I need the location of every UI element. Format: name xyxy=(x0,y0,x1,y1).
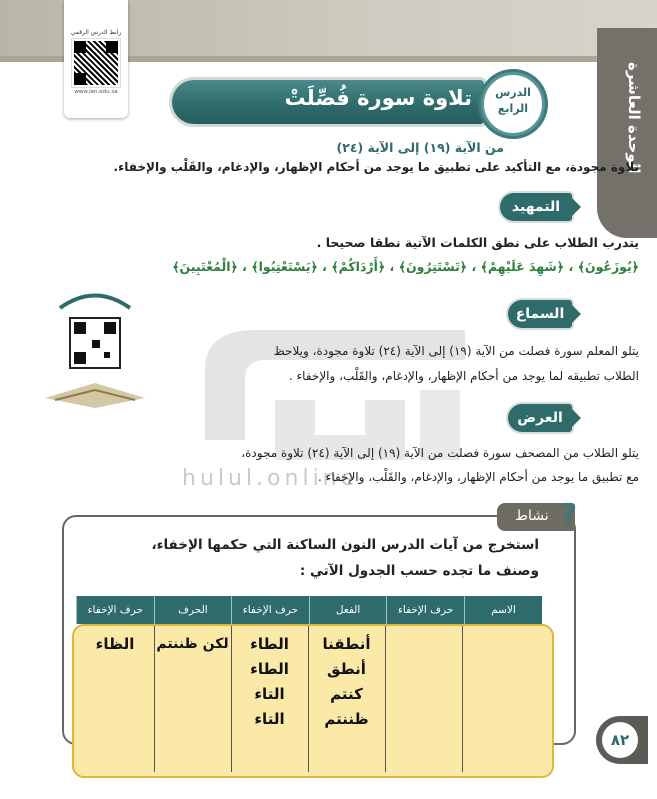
qr-url: www.ien.edu.sa xyxy=(74,89,118,95)
table-header-noun: الاسم xyxy=(464,596,542,624)
column-divider xyxy=(385,626,386,772)
list-item: أنطق xyxy=(327,660,366,678)
question-mark-icon: ? xyxy=(560,497,577,530)
lesson-title-bar xyxy=(172,80,484,124)
recitation-qr-decoration-icon[interactable] xyxy=(40,288,150,418)
lesson-objective: تلاوة مجودة، مع التأكيد على تطبيق ما يوجد من أحكام الإظهار، والإدغام، والقَلْب والإخفاء. xyxy=(113,160,639,174)
digital-lesson-qr-card[interactable] xyxy=(64,0,128,118)
section-heading-ard: العرض xyxy=(508,404,572,432)
activity-tag xyxy=(497,497,577,531)
lesson-badge-line1: الدرس xyxy=(495,86,531,99)
lesson-badge xyxy=(481,72,545,136)
list-item: التاء xyxy=(254,710,285,728)
activity-prompt-line1: استخرج من آيات الدرس النون الساكنة التي حكمها الإخفاء، xyxy=(151,537,539,553)
answer-particle: لكن ظننتم xyxy=(156,636,229,652)
answer-particle-letter: الظاء xyxy=(95,635,135,653)
page-number-tab xyxy=(596,716,648,764)
samaa-line1: يتلو المعلم سورة فصلت من الآية (١٩) إلى الآية (٢٤) تلاوة مجودة، ويلاحظ xyxy=(273,344,639,358)
ard-line2: مع تطبيق ما يوجد من أحكام الإظهار، والإدغام، والقَلْب، والإخفاء . xyxy=(318,470,639,484)
page-number: ٨٢ xyxy=(602,722,638,758)
table-header-verb: الفعل xyxy=(309,596,387,624)
activity-prompt-line2: وصنف ما تجده حسب الجدول الآتي : xyxy=(299,563,539,579)
column-divider xyxy=(462,626,463,772)
ard-line1: يتلو الطلاب من المصحف سورة فصلت من الآية (١٩) إلى الآية (٢٤) تلاوة مجودة، xyxy=(241,446,639,460)
list-item: أنطقنا xyxy=(322,635,371,653)
qr-code-icon[interactable] xyxy=(72,39,120,87)
pronunciation-words: ﴿يُوزَعُونَ﴾ ، ﴿شَهِدَ عَلَيْهِمْ﴾ ، ﴿تَسْتَتِرُونَ﴾ ، ﴿أَرْدَاكُمْ﴾ ، ﴿يَسْتَعْتِبُوا﴾ ، ﴿الْمُعْتَبِينَ﴾ xyxy=(172,259,639,274)
lesson-badge-line2: الرابع xyxy=(497,102,529,115)
tamheed-text: يتدرب الطلاب على نطق الكلمات الآتية نطقا صحيحا . xyxy=(316,235,639,250)
table-header-ikhfa-letter: حرف الإخفاء xyxy=(77,596,155,624)
table-header-ikhfa-letter: حرف الإخفاء xyxy=(387,596,465,624)
section-heading-samaa: السماع xyxy=(508,300,572,328)
list-item: التاء xyxy=(254,685,285,703)
activity-tag-label: نشاط xyxy=(515,508,549,524)
list-item: الطاء xyxy=(250,660,289,678)
verse-range: من الآية (١٩) إلى الآية (٢٤) xyxy=(336,140,504,155)
answer-verb-letters xyxy=(231,632,308,732)
hiding-letters-table xyxy=(76,596,542,624)
list-item: كنتم xyxy=(330,685,363,703)
unit-title: الوحدة العاشرة xyxy=(625,62,643,174)
list-item: الطاء xyxy=(250,635,289,653)
list-item: ظننتم xyxy=(324,710,369,728)
answer-verbs xyxy=(308,632,385,732)
section-heading-tamheed: التمهيد xyxy=(500,193,572,221)
lesson-title: تلاوة سورة فُصِّلَتْ xyxy=(284,86,472,110)
table-header-particle: الحرف xyxy=(154,596,232,624)
watermark-text: hulul.online xyxy=(182,466,359,491)
samaa-line2: الطلاب تطبيقه لما يوجد من أحكام الإظهار، والإدغام، والقَلْب، والإخفاء . xyxy=(288,369,639,383)
table-header-ikhfa-letter: حرف الإخفاء xyxy=(232,596,310,624)
qr-label: رابط الدرس الرقمي xyxy=(70,29,122,36)
